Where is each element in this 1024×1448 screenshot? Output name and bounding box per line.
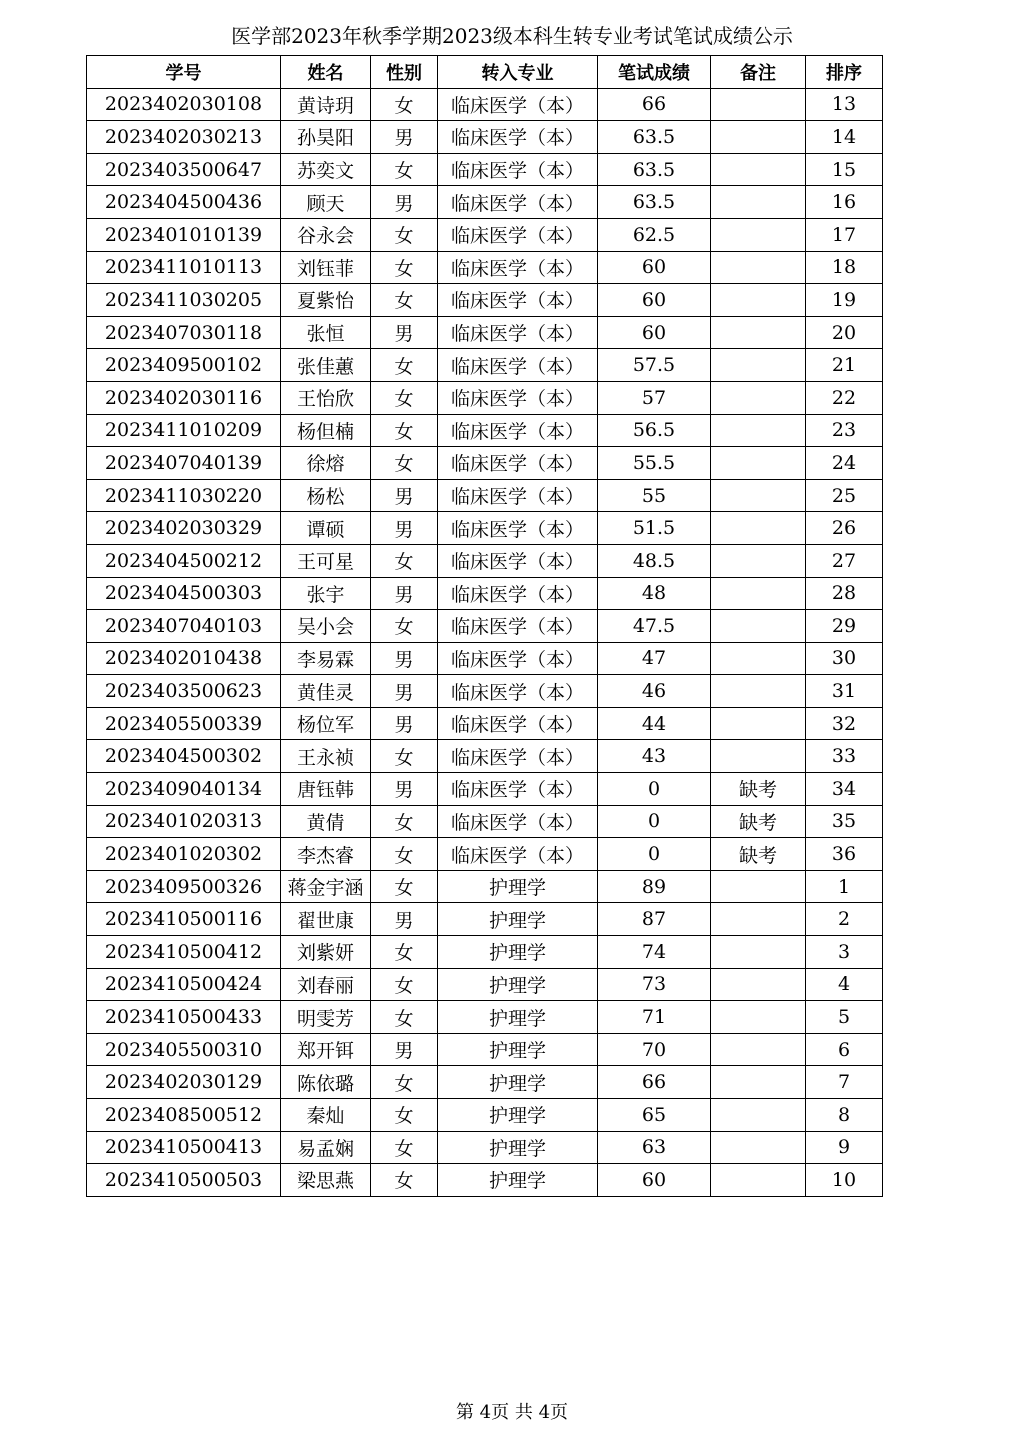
cell-rank: 10 (806, 1164, 883, 1197)
cell-score: 60 (598, 1164, 711, 1197)
cell-rank: 3 (806, 936, 883, 969)
table-row (87, 740, 883, 773)
cell-note (711, 121, 806, 154)
cell-score: 47 (598, 642, 711, 675)
header-rank: 排序 (806, 56, 883, 89)
table-row (87, 870, 883, 903)
cell-note (711, 512, 806, 545)
cell-name: 翟世康 (281, 903, 371, 936)
cell-major: 临床医学（本） (438, 642, 598, 675)
cell-major: 护理学 (438, 1099, 598, 1132)
cell-student-id: 2023404500436 (87, 186, 281, 219)
cell-score: 63.5 (598, 186, 711, 219)
table-row (87, 414, 883, 447)
table-row (87, 88, 883, 121)
cell-note (711, 936, 806, 969)
cell-name: 张佳蕙 (281, 349, 371, 382)
cell-student-id: 2023408500512 (87, 1099, 281, 1132)
cell-gender: 女 (371, 610, 438, 643)
cell-score: 73 (598, 968, 711, 1001)
cell-student-id: 2023405500339 (87, 707, 281, 740)
cell-name: 王可星 (281, 544, 371, 577)
cell-gender: 女 (371, 1066, 438, 1099)
cell-name: 明雯芳 (281, 1001, 371, 1034)
cell-rank: 5 (806, 1001, 883, 1034)
cell-rank: 25 (806, 479, 883, 512)
cell-gender: 男 (371, 707, 438, 740)
table-row (87, 512, 883, 545)
cell-name: 刘春丽 (281, 968, 371, 1001)
cell-gender: 女 (371, 218, 438, 251)
cell-name: 杨但楠 (281, 414, 371, 447)
cell-name: 郑开铒 (281, 1033, 371, 1066)
cell-score: 48 (598, 577, 711, 610)
cell-major: 护理学 (438, 936, 598, 969)
cell-rank: 33 (806, 740, 883, 773)
cell-note (711, 186, 806, 219)
cell-student-id: 2023410500433 (87, 1001, 281, 1034)
cell-name: 孙昊阳 (281, 121, 371, 154)
cell-gender: 女 (371, 1131, 438, 1164)
cell-rank: 13 (806, 88, 883, 121)
cell-rank: 30 (806, 642, 883, 675)
cell-score: 47.5 (598, 610, 711, 643)
cell-note (711, 1099, 806, 1132)
table-row (87, 1164, 883, 1197)
cell-note (711, 610, 806, 643)
cell-rank: 34 (806, 773, 883, 806)
cell-name: 张宇 (281, 577, 371, 610)
cell-note (711, 1033, 806, 1066)
cell-score: 63.5 (598, 153, 711, 186)
cell-name: 黄佳灵 (281, 675, 371, 708)
cell-rank: 1 (806, 870, 883, 903)
cell-note (711, 381, 806, 414)
header-score: 笔试成绩 (598, 56, 711, 89)
cell-rank: 9 (806, 1131, 883, 1164)
cell-student-id: 2023402010438 (87, 642, 281, 675)
table-row (87, 1033, 883, 1066)
cell-name: 刘紫妍 (281, 936, 371, 969)
cell-score: 65 (598, 1099, 711, 1132)
table-row (87, 968, 883, 1001)
cell-rank: 22 (806, 381, 883, 414)
cell-score: 87 (598, 903, 711, 936)
cell-name: 梁思燕 (281, 1164, 371, 1197)
table-row (87, 610, 883, 643)
table-row (87, 805, 883, 838)
cell-gender: 女 (371, 88, 438, 121)
header-student-id: 学号 (87, 56, 281, 89)
cell-score: 0 (598, 773, 711, 806)
cell-gender: 女 (371, 740, 438, 773)
table-row (87, 577, 883, 610)
cell-student-id: 2023401020302 (87, 838, 281, 871)
cell-major: 临床医学（本） (438, 316, 598, 349)
cell-name: 谭硕 (281, 512, 371, 545)
cell-note (711, 1131, 806, 1164)
cell-major: 临床医学（本） (438, 773, 598, 806)
cell-student-id: 2023407030118 (87, 316, 281, 349)
cell-gender: 女 (371, 936, 438, 969)
cell-note: 缺考 (711, 838, 806, 871)
cell-student-id: 2023404500303 (87, 577, 281, 610)
cell-major: 临床医学（本） (438, 740, 598, 773)
cell-student-id: 2023411030220 (87, 479, 281, 512)
cell-score: 71 (598, 1001, 711, 1034)
table-row (87, 1131, 883, 1164)
cell-student-id: 2023410500503 (87, 1164, 281, 1197)
cell-student-id: 2023410500413 (87, 1131, 281, 1164)
cell-note (711, 577, 806, 610)
cell-major: 临床医学（本） (438, 153, 598, 186)
cell-student-id: 2023402030329 (87, 512, 281, 545)
cell-note (711, 479, 806, 512)
table-row (87, 121, 883, 154)
cell-rank: 21 (806, 349, 883, 382)
cell-student-id: 2023404500212 (87, 544, 281, 577)
cell-rank: 26 (806, 512, 883, 545)
cell-gender: 女 (371, 1164, 438, 1197)
cell-student-id: 2023409500102 (87, 349, 281, 382)
cell-score: 66 (598, 1066, 711, 1099)
cell-gender: 男 (371, 1033, 438, 1066)
cell-rank: 24 (806, 447, 883, 480)
cell-rank: 4 (806, 968, 883, 1001)
cell-score: 74 (598, 936, 711, 969)
cell-score: 56.5 (598, 414, 711, 447)
cell-score: 0 (598, 838, 711, 871)
cell-name: 杨位军 (281, 707, 371, 740)
cell-major: 临床医学（本） (438, 218, 598, 251)
cell-score: 44 (598, 707, 711, 740)
cell-student-id: 2023407040139 (87, 447, 281, 480)
cell-score: 66 (598, 88, 711, 121)
cell-rank: 6 (806, 1033, 883, 1066)
cell-score: 57 (598, 381, 711, 414)
cell-name: 易孟娴 (281, 1131, 371, 1164)
cell-student-id: 2023403500647 (87, 153, 281, 186)
cell-gender: 女 (371, 870, 438, 903)
cell-score: 55 (598, 479, 711, 512)
table-row (87, 903, 883, 936)
cell-score: 60 (598, 251, 711, 284)
page-footer: 第 4页 共 4页 (455, 1402, 569, 1423)
table-header-row (87, 56, 883, 89)
cell-name: 王永祯 (281, 740, 371, 773)
cell-gender: 女 (371, 349, 438, 382)
cell-major: 临床医学（本） (438, 512, 598, 545)
cell-major: 护理学 (438, 870, 598, 903)
table-row (87, 153, 883, 186)
cell-gender: 女 (371, 153, 438, 186)
cell-name: 黄倩 (281, 805, 371, 838)
cell-student-id: 2023410500412 (87, 936, 281, 969)
table-row (87, 642, 883, 675)
cell-note (711, 707, 806, 740)
table-row (87, 675, 883, 708)
cell-note: 缺考 (711, 805, 806, 838)
cell-major: 临床医学（本） (438, 610, 598, 643)
cell-score: 62.5 (598, 218, 711, 251)
cell-note (711, 218, 806, 251)
cell-note (711, 88, 806, 121)
cell-score: 57.5 (598, 349, 711, 382)
cell-gender: 男 (371, 186, 438, 219)
cell-name: 李易霖 (281, 642, 371, 675)
cell-gender: 女 (371, 1099, 438, 1132)
cell-rank: 15 (806, 153, 883, 186)
cell-major: 临床医学（本） (438, 121, 598, 154)
cell-student-id: 2023404500302 (87, 740, 281, 773)
cell-note (711, 544, 806, 577)
cell-rank: 14 (806, 121, 883, 154)
cell-major: 临床医学（本） (438, 544, 598, 577)
cell-gender: 男 (371, 512, 438, 545)
cell-student-id: 2023401010139 (87, 218, 281, 251)
cell-student-id: 2023403500623 (87, 675, 281, 708)
cell-gender: 女 (371, 414, 438, 447)
cell-rank: 7 (806, 1066, 883, 1099)
page-title: 医学部2023年秋季学期2023级本科生转专业考试笔试成绩公示 (231, 24, 793, 48)
cell-student-id: 2023405500310 (87, 1033, 281, 1066)
table-row (87, 479, 883, 512)
cell-major: 临床医学（本） (438, 479, 598, 512)
table-row (87, 1001, 883, 1034)
cell-student-id: 2023402030108 (87, 88, 281, 121)
cell-note (711, 968, 806, 1001)
cell-gender: 女 (371, 968, 438, 1001)
header-note: 备注 (711, 56, 806, 89)
cell-name: 吴小会 (281, 610, 371, 643)
cell-name: 杨松 (281, 479, 371, 512)
cell-major: 临床医学（本） (438, 675, 598, 708)
cell-rank: 17 (806, 218, 883, 251)
cell-major: 护理学 (438, 903, 598, 936)
cell-rank: 28 (806, 577, 883, 610)
table-row (87, 349, 883, 382)
cell-note (711, 1001, 806, 1034)
cell-note (711, 284, 806, 317)
cell-rank: 31 (806, 675, 883, 708)
cell-name: 秦灿 (281, 1099, 371, 1132)
cell-note (711, 1164, 806, 1197)
cell-rank: 19 (806, 284, 883, 317)
cell-score: 89 (598, 870, 711, 903)
cell-rank: 36 (806, 838, 883, 871)
header-name: 姓名 (281, 56, 371, 89)
cell-note (711, 414, 806, 447)
cell-gender: 男 (371, 675, 438, 708)
cell-name: 徐熔 (281, 447, 371, 480)
cell-note (711, 316, 806, 349)
cell-score: 70 (598, 1033, 711, 1066)
cell-note (711, 642, 806, 675)
cell-major: 临床医学（本） (438, 707, 598, 740)
cell-note (711, 675, 806, 708)
cell-score: 60 (598, 284, 711, 317)
cell-rank: 27 (806, 544, 883, 577)
header-major: 转入专业 (438, 56, 598, 89)
cell-note (711, 251, 806, 284)
cell-gender: 男 (371, 479, 438, 512)
cell-student-id: 2023411010113 (87, 251, 281, 284)
table-row (87, 1099, 883, 1132)
cell-score: 51.5 (598, 512, 711, 545)
cell-student-id: 2023401020313 (87, 805, 281, 838)
cell-score: 63.5 (598, 121, 711, 154)
cell-note (711, 740, 806, 773)
cell-rank: 35 (806, 805, 883, 838)
cell-note (711, 1066, 806, 1099)
cell-name: 唐钰韩 (281, 773, 371, 806)
cell-score: 55.5 (598, 447, 711, 480)
cell-gender: 男 (371, 121, 438, 154)
table-row (87, 838, 883, 871)
cell-rank: 20 (806, 316, 883, 349)
table-row (87, 773, 883, 806)
score-table (86, 55, 883, 1197)
cell-major: 临床医学（本） (438, 88, 598, 121)
cell-name: 王怡欣 (281, 381, 371, 414)
cell-major: 临床医学（本） (438, 284, 598, 317)
cell-major: 护理学 (438, 968, 598, 1001)
cell-note: 缺考 (711, 773, 806, 806)
cell-student-id: 2023402030213 (87, 121, 281, 154)
cell-name: 黄诗玥 (281, 88, 371, 121)
cell-gender: 女 (371, 1001, 438, 1034)
cell-student-id: 2023410500424 (87, 968, 281, 1001)
table-row (87, 186, 883, 219)
cell-student-id: 2023402030116 (87, 381, 281, 414)
cell-gender: 男 (371, 903, 438, 936)
cell-name: 张恒 (281, 316, 371, 349)
cell-rank: 18 (806, 251, 883, 284)
cell-gender: 女 (371, 447, 438, 480)
cell-gender: 女 (371, 381, 438, 414)
cell-rank: 16 (806, 186, 883, 219)
cell-score: 48.5 (598, 544, 711, 577)
cell-note (711, 870, 806, 903)
cell-gender: 女 (371, 544, 438, 577)
cell-gender: 男 (371, 577, 438, 610)
cell-note (711, 349, 806, 382)
cell-name: 李杰睿 (281, 838, 371, 871)
cell-gender: 男 (371, 642, 438, 675)
cell-major: 护理学 (438, 1033, 598, 1066)
cell-major: 护理学 (438, 1131, 598, 1164)
cell-note (711, 903, 806, 936)
cell-major: 护理学 (438, 1066, 598, 1099)
cell-score: 43 (598, 740, 711, 773)
cell-student-id: 2023411030205 (87, 284, 281, 317)
cell-student-id: 2023407040103 (87, 610, 281, 643)
cell-rank: 29 (806, 610, 883, 643)
cell-major: 临床医学（本） (438, 414, 598, 447)
cell-name: 蒋金宇涵 (281, 870, 371, 903)
cell-note (711, 447, 806, 480)
cell-gender: 女 (371, 251, 438, 284)
table-row (87, 218, 883, 251)
table-row (87, 544, 883, 577)
table-row (87, 316, 883, 349)
cell-major: 临床医学（本） (438, 251, 598, 284)
cell-student-id: 2023410500116 (87, 903, 281, 936)
cell-student-id: 2023411010209 (87, 414, 281, 447)
cell-name: 顾天 (281, 186, 371, 219)
cell-major: 临床医学（本） (438, 577, 598, 610)
table-row (87, 251, 883, 284)
cell-score: 63 (598, 1131, 711, 1164)
cell-gender: 女 (371, 284, 438, 317)
cell-major: 临床医学（本） (438, 186, 598, 219)
table-body (87, 88, 883, 1196)
table-row (87, 936, 883, 969)
cell-name: 刘钰菲 (281, 251, 371, 284)
cell-gender: 女 (371, 805, 438, 838)
cell-major: 临床医学（本） (438, 447, 598, 480)
cell-student-id: 2023402030129 (87, 1066, 281, 1099)
cell-score: 46 (598, 675, 711, 708)
cell-note (711, 153, 806, 186)
cell-name: 谷永会 (281, 218, 371, 251)
cell-score: 60 (598, 316, 711, 349)
cell-name: 苏奕文 (281, 153, 371, 186)
cell-gender: 男 (371, 773, 438, 806)
header-gender: 性别 (371, 56, 438, 89)
cell-rank: 32 (806, 707, 883, 740)
cell-major: 临床医学（本） (438, 381, 598, 414)
cell-major: 临床医学（本） (438, 805, 598, 838)
cell-major: 护理学 (438, 1164, 598, 1197)
cell-student-id: 2023409040134 (87, 773, 281, 806)
cell-gender: 女 (371, 838, 438, 871)
table-row (87, 1066, 883, 1099)
cell-major: 临床医学（本） (438, 349, 598, 382)
cell-student-id: 2023409500326 (87, 870, 281, 903)
cell-score: 0 (598, 805, 711, 838)
table-row (87, 284, 883, 317)
cell-name: 陈依璐 (281, 1066, 371, 1099)
table-row (87, 707, 883, 740)
table-row (87, 447, 883, 480)
cell-rank: 23 (806, 414, 883, 447)
cell-major: 护理学 (438, 1001, 598, 1034)
cell-rank: 2 (806, 903, 883, 936)
table-row (87, 381, 883, 414)
cell-rank: 8 (806, 1099, 883, 1132)
cell-major: 临床医学（本） (438, 838, 598, 871)
cell-name: 夏紫怡 (281, 284, 371, 317)
cell-gender: 男 (371, 316, 438, 349)
